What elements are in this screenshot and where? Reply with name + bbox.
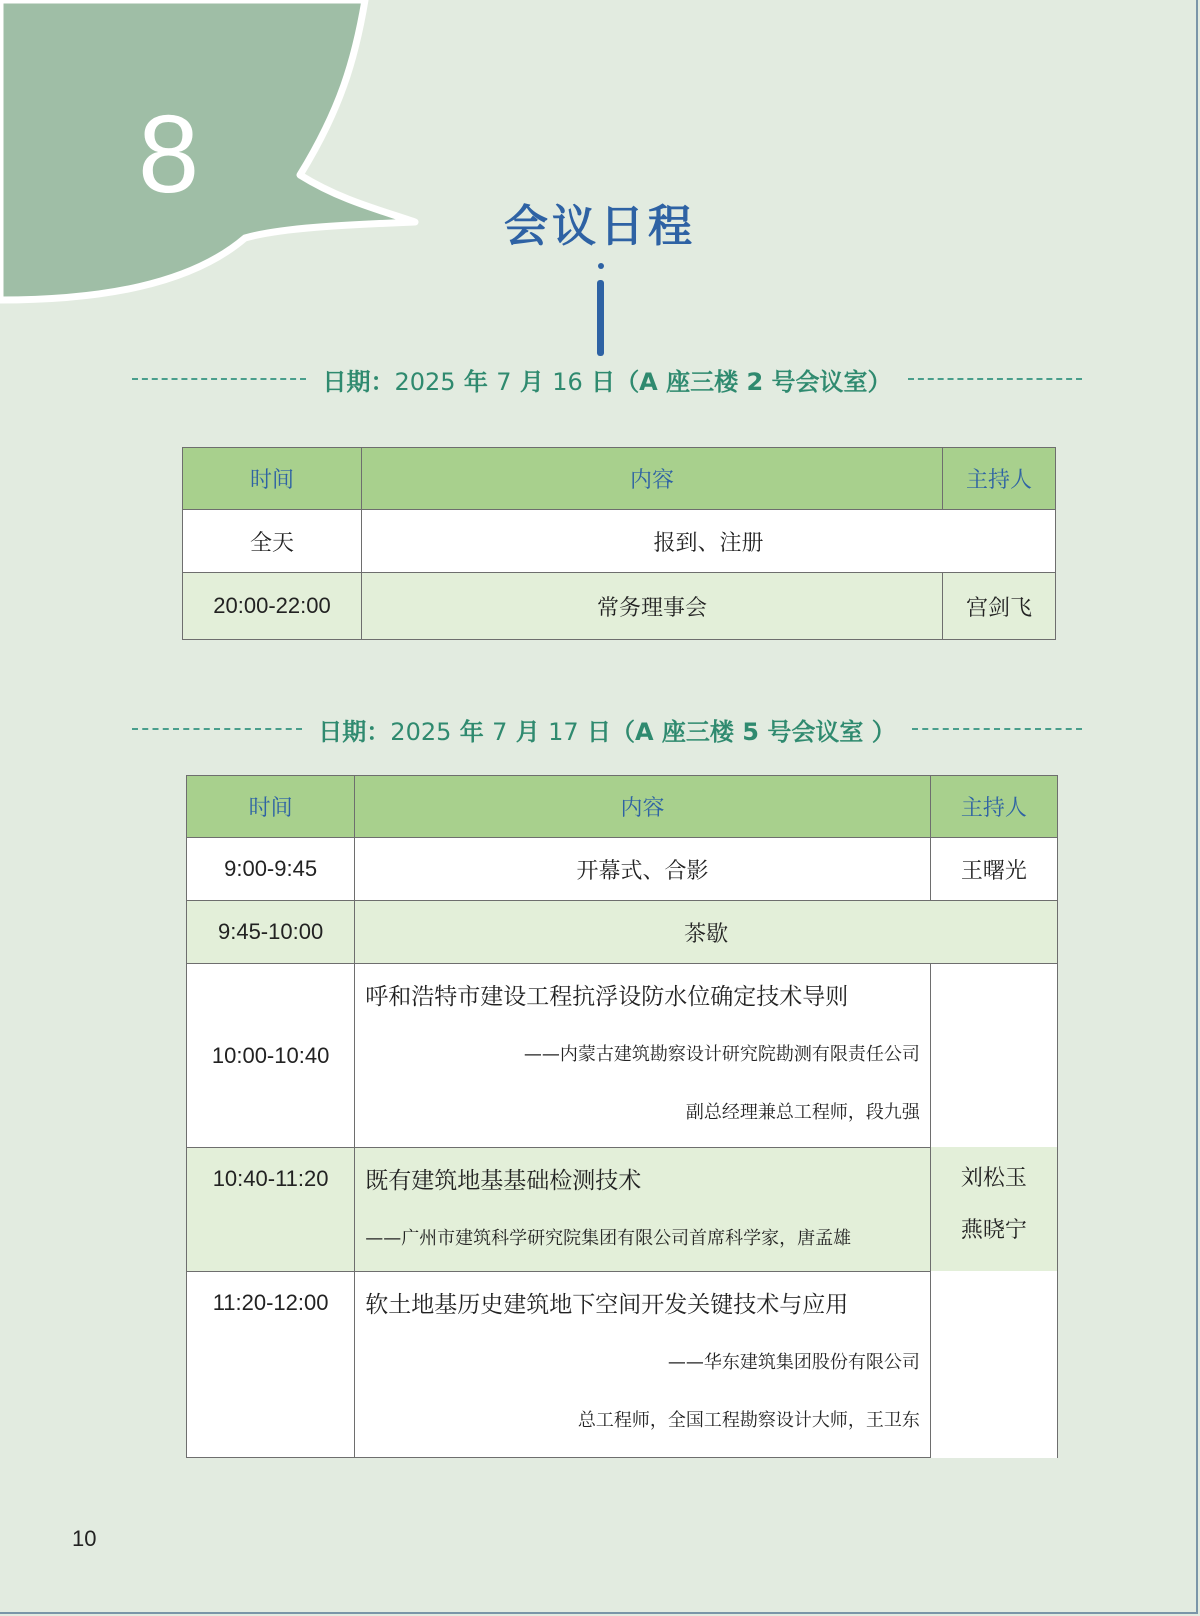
- row-host: 王曙光: [930, 838, 1057, 901]
- row-host: 刘松玉: [960, 1166, 1027, 1191]
- page-title: 会议日程: [504, 201, 696, 252]
- table-header-row: [183, 448, 1056, 510]
- row-host: 宫剑飞: [943, 573, 1056, 640]
- row-time: 20:00-22:00: [183, 573, 362, 640]
- title-decoration-line: [597, 280, 604, 356]
- header-content: 内容: [355, 776, 931, 838]
- session-hosts-cell: [930, 964, 1057, 1458]
- day2-schedule-table: [186, 775, 1058, 1458]
- day1-date-text: 日期：2025 年 7 月 16 日（A 座三楼 2 号会议室）: [322, 367, 892, 396]
- row-time: 11:20-12:00: [187, 1272, 355, 1458]
- talk-cell: [355, 1272, 931, 1458]
- talk-speaker: 副总经理兼总工程师，段九强: [685, 1102, 920, 1123]
- dashed-divider: [908, 378, 1082, 380]
- day1-schedule-table: [182, 447, 1056, 640]
- row-content: 茶歇: [355, 901, 1058, 964]
- talk-title: 呼和浩特市建设工程抗浮设防水位确定技术导则: [365, 984, 849, 1010]
- table-row: [183, 573, 1056, 640]
- row-time: 9:45-10:00: [187, 901, 355, 964]
- talk-cell: [355, 1148, 931, 1272]
- talk-title: 软土地基历史建筑地下空间开发关键技术与应用: [365, 1292, 849, 1318]
- talk-organization: ——内蒙古建筑勘察设计研究院勘测有限责任公司: [523, 1044, 920, 1065]
- table-row: [187, 1272, 1058, 1458]
- dashed-divider: [132, 378, 306, 380]
- day2-date-heading: [132, 712, 1082, 746]
- talk-organization: ——广州市建筑科学研究院集团有限公司首席科学家，唐孟雄: [365, 1228, 852, 1249]
- header-content: 内容: [362, 448, 943, 510]
- dashed-divider: [912, 728, 1082, 730]
- header-host: 主持人: [943, 448, 1056, 510]
- row-time: 全天: [183, 510, 362, 573]
- row-time: 9:00-9:45: [187, 838, 355, 901]
- header-time: 时间: [187, 776, 355, 838]
- talk-cell: [355, 964, 931, 1148]
- table-row: [187, 964, 1058, 1148]
- table-header-row: [187, 776, 1058, 838]
- row-time: 10:40-11:20: [187, 1148, 355, 1272]
- page-number: 10: [72, 1526, 97, 1551]
- table-row: [183, 510, 1056, 573]
- header-time: 时间: [183, 448, 362, 510]
- talk-speaker: 总工程师，全国工程勘察设计大师，王卫东: [577, 1410, 920, 1431]
- title-decoration-dot: [598, 263, 604, 269]
- talk-organization: ——华东建筑集团股份有限公司: [667, 1352, 920, 1373]
- row-host: 燕晓宁: [960, 1218, 1027, 1243]
- talk-title: 既有建筑地基基础检测技术: [365, 1168, 642, 1194]
- dashed-divider: [132, 728, 302, 730]
- day2-date-text: 日期：2025 年 7 月 17 日（A 座三楼 5 号会议室 ）: [318, 717, 896, 746]
- row-content: 开幕式、合影: [355, 838, 931, 901]
- table-row: [187, 838, 1058, 901]
- table-row: [187, 901, 1058, 964]
- table-row: [187, 1148, 1058, 1272]
- day1-date-heading: [132, 362, 1082, 396]
- row-content: 报到、注册: [362, 510, 1056, 573]
- chapter-speech-bubble: [0, 0, 430, 320]
- row-content: 常务理事会: [362, 573, 943, 640]
- chapter-number: 8: [138, 93, 200, 216]
- header-host: 主持人: [930, 776, 1057, 838]
- row-time: 10:00-10:40: [187, 964, 355, 1148]
